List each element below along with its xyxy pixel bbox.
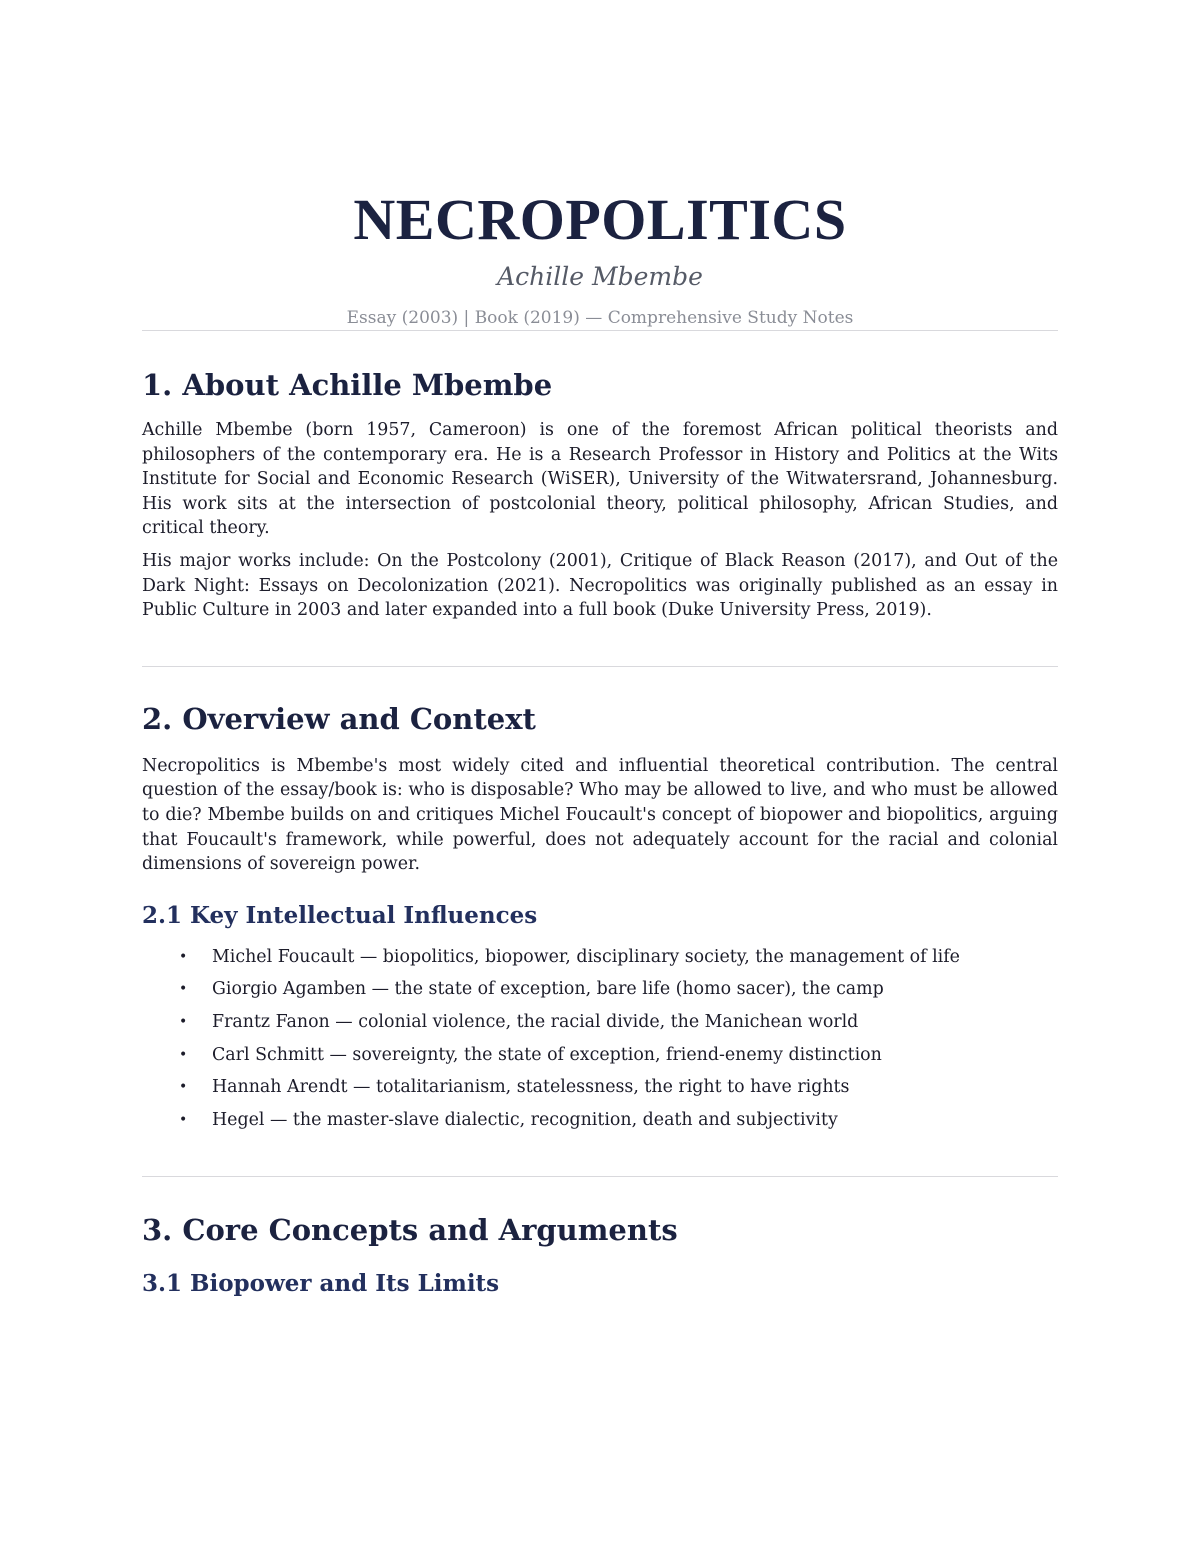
list-item-text: Frantz Fanon — colonial violence, the racial divide, the Manichean world: [212, 1011, 859, 1032]
list-item: [142, 1039, 1058, 1072]
bullet-icon: •: [179, 981, 188, 998]
section-about-author: [142, 367, 1058, 623]
document-page: [142, 0, 1058, 1299]
influences-list: [142, 941, 1058, 1137]
title-block: [142, 0, 1058, 330]
section-heading: 1. About Achille Mbembe: [142, 368, 553, 402]
document-subtitle: Essay (2003) | Book (2019) — Comprehensive Study Notes: [346, 308, 854, 328]
bullet-icon: •: [179, 1013, 188, 1030]
list-item: [142, 1104, 1058, 1137]
section-overview: [142, 701, 1058, 1137]
list-item-text: Hegel — the master-slave dialectic, recognition, death and subjectivity: [212, 1109, 838, 1130]
list-item: [142, 941, 1058, 974]
list-item-text: Michel Foucault — biopolitics, biopower, disciplinary society, the management of life: [212, 946, 960, 967]
body-paragraph: Achille Mbembe (born 1957, Cameroon) is one of the foremost African political theorists and philosophers of the contemporary era. He is a Research Professor in History and Politics at the Wits Institute for Social and Economic Research (WiSER), University of the Witwatersrand, Johannesburg. His work sits at the intersection of postcolonial theory, political philosophy, African Studies, and critical theory.: [142, 420, 1058, 539]
subsection-heading: 3.1 Biopower and Its Limits: [142, 1270, 500, 1298]
list-item-text: Hannah Arendt — totalitarianism, statelessness, the right to have rights: [212, 1077, 850, 1098]
bullet-icon: •: [179, 1079, 188, 1096]
section-core-concepts: [142, 1212, 1058, 1299]
list-item-text: Carl Schmitt — sovereignty, the state of exception, friend-enemy distinction: [212, 1044, 882, 1065]
list-item: [142, 973, 1058, 1006]
document-title: NECROPOLITICS: [353, 187, 847, 252]
bullet-icon: •: [179, 1111, 188, 1128]
body-paragraph: Necropolitics is Mbembe's most widely cited and influential theoretical contribution. The central question of the essay/book is: who is disposable? Who may be allowed to live, and who must be allowed to die? Mbembe builds on and critiques Michel Foucault's concept of biopower and biopolitics, arguing that Foucault's framework, while powerful, does not adequately account for the racial and colonial dimensions of sovereign power.: [142, 755, 1058, 875]
section-divider: [142, 1176, 1058, 1177]
section-divider: [142, 666, 1058, 667]
list-item-text: Giorgio Agamben — the state of exception, bare life (homo sacer), the camp: [212, 979, 884, 1000]
section-divider: [142, 330, 1058, 331]
bullet-icon: •: [179, 1046, 188, 1063]
document-author: Achille Mbembe: [497, 262, 703, 291]
section-heading: 2. Overview and Context: [142, 701, 536, 736]
section-heading: 3. Core Concepts and Arguments: [142, 1213, 678, 1248]
bullet-icon: •: [179, 948, 188, 965]
body-paragraph: His major works include: On the Postcolony (2001), Critique of Black Reason (2017), and Out of the Dark Night: Essays on Decolonization (2021). Necropolitics was originally published as an essay in Public Culture in 2003 and later expanded into a full book (Duke University Press, 2019).: [142, 550, 1058, 621]
subsection-heading: 2.1 Key Intellectual Influences: [142, 901, 538, 929]
list-item: [142, 1071, 1058, 1104]
list-item: [142, 1006, 1058, 1039]
